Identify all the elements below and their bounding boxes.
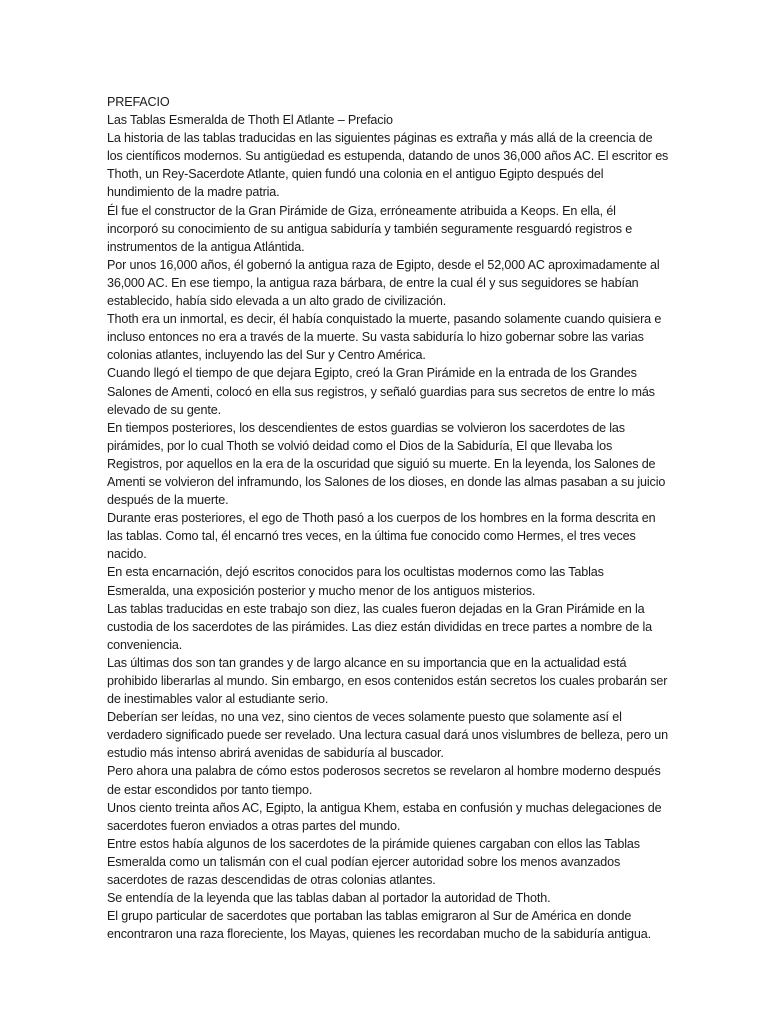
document-heading: PREFACIO (107, 95, 170, 109)
paragraph: Deberían ser leídas, no una vez, sino cientos de veces solamente puesto que solamente así el verdadero significado puede ser revelado. Una lectura casual dará unos vislumbres de belleza, pero un estudio más intenso abrirá avenidas de sabiduría al buscador. (107, 710, 669, 761)
paragraph: Las tablas traducidas en este trabajo son diez, las cuales fueron dejadas en la Gran Pirámide en la custodia de los sacerdotes de las pirámides. Las diez están divididas en trece partes a nombre de la conveniencia. (107, 601, 653, 652)
document-subtitle: Las Tablas Esmeralda de Thoth El Atlante – Prefacio (107, 113, 393, 128)
paragraph: En tiempos posteriores, los descendientes de estos guardias se volvieron los sacerdotes de las pirámides, por lo cual Thoth se volvió deidad como el Dios de la Sabiduría, El que llevaba los Registros, por aquellos en la era de la oscuridad que siguió su muerte. En la leyenda, los Salones de Amenti se volvieron del inframundo, los Salones de los dioses, en donde las almas pasaban a su juicio después de la muerte. (107, 420, 666, 508)
paragraph: Thoth era un inmortal, es decir, él había conquistado la muerte, pasando solamente cuando quisiera e incluso entonces no era a través de la muerte. Su vasta sabiduría lo hizo gobernar sobre las varias colonias atlantes, incluyendo las del Sur y Centro América. (107, 312, 662, 363)
paragraph: La historia de las tablas traducidas en las siguientes páginas es extraña y más allá de la creencia de los científicos modernos. Su antigüedad es estupenda, datando de unos 36,000 años AC. El escritor es Thoth, un Rey-Sacerdote Atlante, quien fundó una colonia en el antiguo Egipto después del hundimiento de la madre patria. (107, 131, 669, 200)
paragraph: Durante eras posteriores, el ego de Thoth pasó a los cuerpos de los hombres en la forma descrita en las tablas. Como tal, él encarnó tres veces, en la última fue conocido como Hermes, el tres veces nacido. (107, 511, 656, 562)
paragraph: Pero ahora una palabra de cómo estos poderosos secretos se revelaron al hombre moderno después de estar escondidos por tanto tiempo. (107, 764, 661, 797)
document-body (107, 93, 669, 943)
paragraph: Unos ciento treinta años AC, Egipto, la antigua Khem, estaba en confusión y muchas delegaciones de sacerdotes fueron enviados a otras partes del mundo. (107, 800, 662, 833)
paragraph: Cuando llegó el tiempo de que dejara Egipto, creó la Gran Pirámide en la entrada de los Grandes Salones de Amenti, colocó en ella sus registros, y señaló guardias para sus secretos de entre lo más elevado de su gente. (107, 366, 655, 417)
paragraph: El grupo particular de sacerdotes que portaban las tablas emigraron al Sur de América en donde encontraron una raza floreciente, los Mayas, quienes les recordaban mucho de la sabiduría antigua. (107, 909, 651, 942)
paragraph: Entre estos había algunos de los sacerdotes de la pirámide quienes cargaban con ellos las Tablas Esmeralda como un talismán con el cual podían ejercer autoridad sobre los menos avanzados sacerdotes de razas descendidas de otras colonias atlantes. (107, 836, 640, 888)
paragraph: Él fue el constructor de la Gran Pirámide de Giza, erróneamente atribuida a Keops. En ella, él incorporó su conocimiento de su antigua sabiduría y también seguramente resguardó registros e instrumentos de la antigua Atlántida. (107, 203, 633, 254)
paragraph: En esta encarnación, dejó escritos conocidos para los ocultistas modernos como las Tablas Esmeralda, una exposición posterior y mucho menor de los antiguos misterios. (107, 565, 604, 598)
paragraph: Por unos 16,000 años, él gobernó la antigua raza de Egipto, desde el 52,000 AC aproximadamente al 36,000 AC. En ese tiempo, la antigua raza bárbara, de entre la cual él y sus seguidores se habían establecido, había sido elevada a un alto grado de civilización. (107, 257, 660, 309)
paragraph: Se entendía de la leyenda que las tablas daban al portador la autoridad de Thoth. (107, 891, 551, 906)
paragraph: Las últimas dos son tan grandes y de largo alcance en su importancia que en la actualidad está prohibido liberarlas al mundo. Sin embargo, en esos contenidos están secretos los cuales probarán ser de inestimables valor al estudiante serio. (107, 655, 668, 707)
